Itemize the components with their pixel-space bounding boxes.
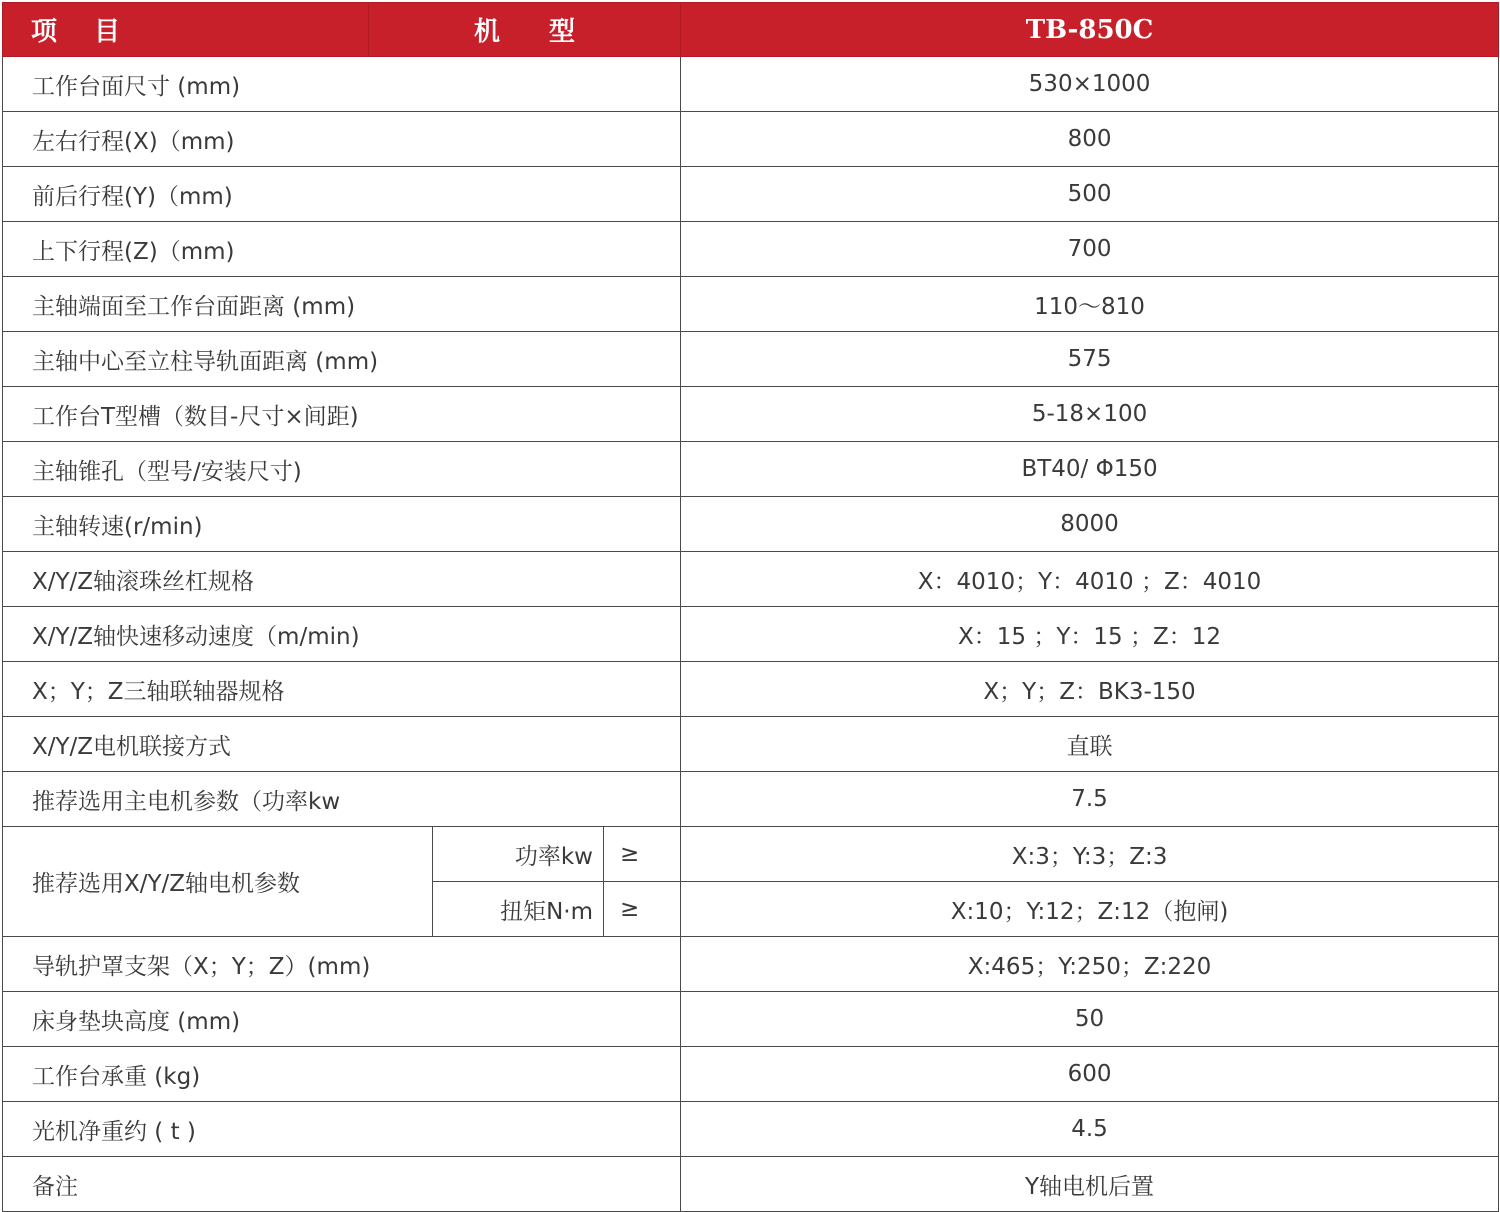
table-row [3,332,1499,387]
row-label: 推荐选用主电机参数（功率kw [3,772,681,827]
table-row [3,442,1499,497]
table-row [3,992,1499,1047]
row-value: BT40/ Φ150 [681,442,1499,497]
header-row [3,3,1499,57]
row-label: 工作台承重 (kg) [3,1047,681,1102]
row-value: 600 [681,1047,1499,1102]
header-item: 项 目 [3,3,369,57]
table-row [3,607,1499,662]
table-row [3,497,1499,552]
motor-sub-value: X:10；Y:12；Z:12（抱闸) [681,882,1499,937]
motor-sub-sign: ≥ [604,882,681,937]
row-value: X；Y；Z：BK3-150 [681,662,1499,717]
table-row [3,387,1499,442]
table-row [3,222,1499,277]
row-value: 7.5 [681,772,1499,827]
row-label: X/Y/Z轴快速移动速度（m/min) [3,607,681,662]
row-label: 主轴中心至立柱导轨面距离 (mm) [3,332,681,387]
row-value: Y轴电机后置 [681,1157,1499,1212]
row-value: 500 [681,167,1499,222]
row-label: 备注 [3,1157,681,1212]
motor-sub-label: 功率kw [433,827,604,882]
row-value: X：15 ；Y：15 ；Z：12 [681,607,1499,662]
table-row [3,717,1499,772]
table-row [3,1047,1499,1102]
header-model: 机 型 [369,3,681,57]
row-value: X：4010；Y：4010 ；Z：4010 [681,552,1499,607]
table-row [3,937,1499,992]
table-row [3,552,1499,607]
table-row [3,662,1499,717]
row-value: 50 [681,992,1499,1047]
row-label: 主轴端面至工作台面距离 (mm) [3,277,681,332]
row-value: 110～810 [681,277,1499,332]
row-label: X/Y/Z轴滚珠丝杠规格 [3,552,681,607]
motor-sub-value: X:3；Y:3；Z:3 [681,827,1499,882]
table-row [3,167,1499,222]
row-value: X:465；Y:250；Z:220 [681,937,1499,992]
row-value: 530×1000 [681,57,1499,112]
row-label: 前后行程(Y)（mm) [3,167,681,222]
table-row [3,772,1499,827]
row-label: 工作台T型槽（数目-尺寸×间距) [3,387,681,442]
row-value: 575 [681,332,1499,387]
row-label: 床身垫块高度 (mm) [3,992,681,1047]
row-label: 主轴锥孔（型号/安装尺寸) [3,442,681,497]
row-label: X；Y；Z三轴联轴器规格 [3,662,681,717]
table-row [3,1102,1499,1157]
row-label: 左右行程(X)（mm) [3,112,681,167]
motor-group-label: 推荐选用X/Y/Z轴电机参数 [3,827,433,937]
motor-group-row [3,827,1499,882]
row-value: 5-18×100 [681,387,1499,442]
row-value: 700 [681,222,1499,277]
row-value: 4.5 [681,1102,1499,1157]
row-label: 光机净重约 ( t ) [3,1102,681,1157]
spec-table [2,2,1499,1212]
row-label: 导轨护罩支架（X；Y；Z）(mm) [3,937,681,992]
table-row [3,277,1499,332]
table-row [3,57,1499,112]
motor-sub-sign: ≥ [604,827,681,882]
motor-sub-label: 扭矩N·m [433,882,604,937]
row-label: 上下行程(Z)（mm) [3,222,681,277]
row-value: 800 [681,112,1499,167]
table-row [3,112,1499,167]
row-value: 直联 [681,717,1499,772]
row-label: 工作台面尺寸 (mm) [3,57,681,112]
table-row [3,1157,1499,1212]
row-label: 主轴转速(r/min) [3,497,681,552]
header-model-value: TB-850C [681,3,1499,57]
row-label: X/Y/Z电机联接方式 [3,717,681,772]
row-value: 8000 [681,497,1499,552]
